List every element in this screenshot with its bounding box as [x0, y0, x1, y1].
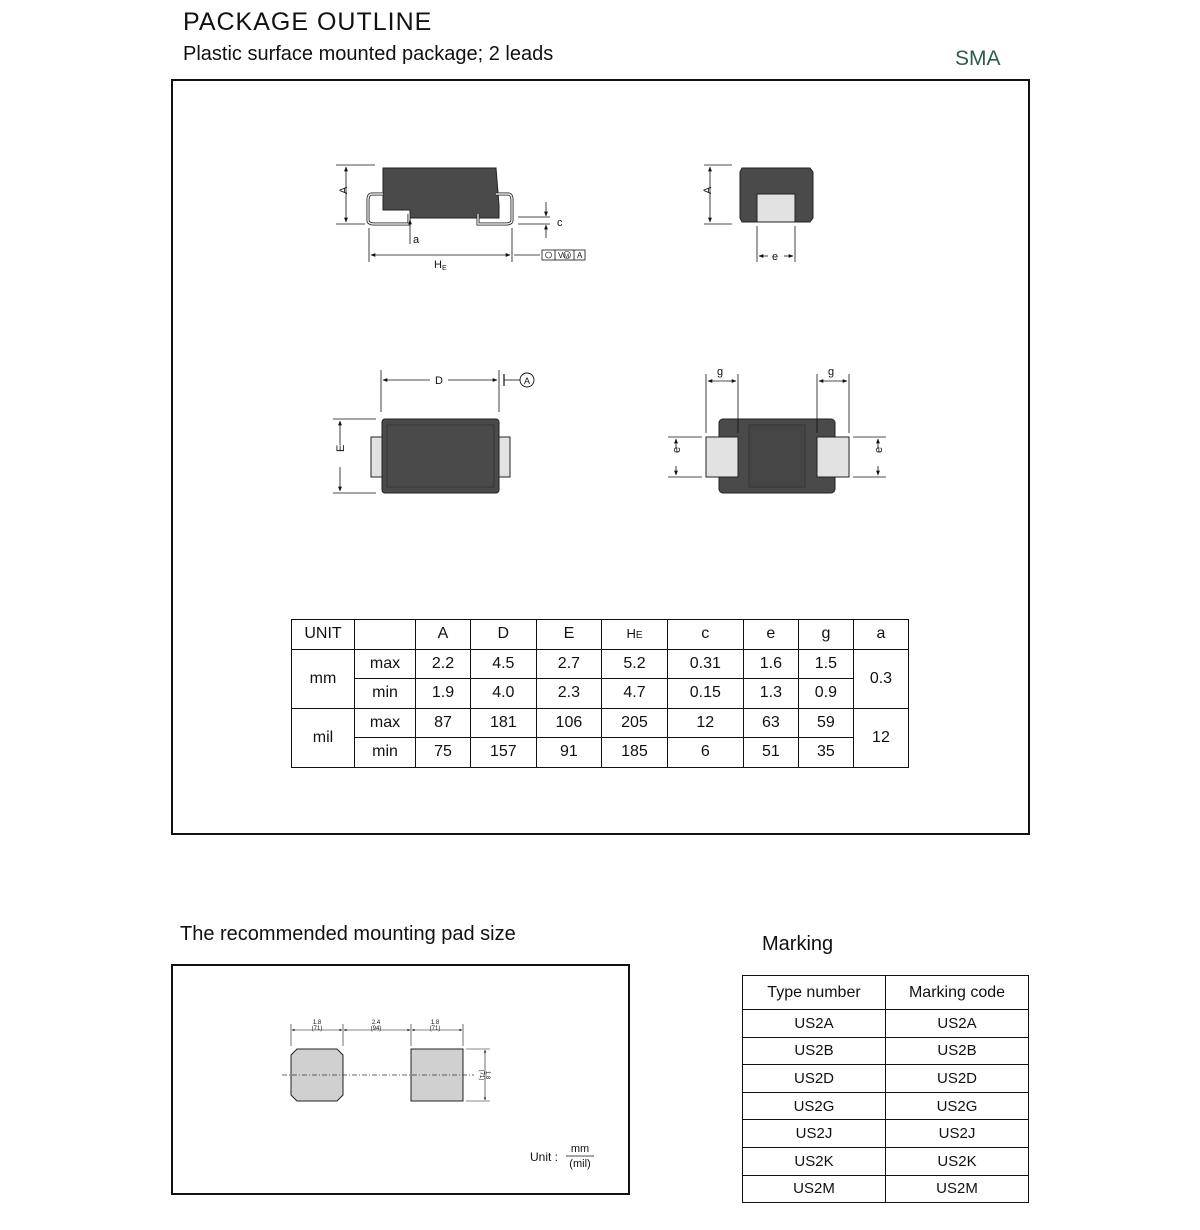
mounting-pad-title: The recommended mounting pad size: [180, 923, 516, 945]
cell: 157: [471, 738, 537, 768]
header-e: E: [536, 620, 602, 650]
table-row: [292, 738, 909, 768]
end-view-drawing: [704, 165, 813, 262]
unit-label: Unit :: [530, 1150, 559, 1164]
type-number: US2A: [743, 1010, 886, 1038]
marking-table: [742, 975, 1029, 1203]
pad-dim-3: 1.8 (71): [429, 1020, 441, 1032]
marking-code: US2M: [886, 1175, 1029, 1203]
cell: 35: [798, 738, 853, 768]
table-row: [743, 1065, 1029, 1093]
cell: 51: [743, 738, 798, 768]
type-number: US2D: [743, 1065, 886, 1093]
cell: 0.9: [798, 679, 853, 709]
cell: 91: [536, 738, 602, 768]
package-name: SMA: [955, 47, 1001, 70]
label-tol-v: V: [558, 251, 564, 260]
table-row: [743, 1092, 1029, 1120]
cell: 2.2: [416, 649, 471, 679]
table-row: [743, 1147, 1029, 1175]
marking-code: US2B: [886, 1037, 1029, 1065]
header-d: D: [471, 620, 537, 650]
cell: 205: [602, 708, 668, 738]
label-e-left: e: [671, 446, 683, 453]
cell: 2.3: [536, 679, 602, 709]
type-number: US2G: [743, 1092, 886, 1120]
header-marking-code: Marking code: [886, 976, 1029, 1010]
cell: 2.7: [536, 649, 602, 679]
row-kind: min: [355, 679, 416, 709]
label-datum: A: [524, 376, 531, 386]
marking-header-row: [743, 976, 1029, 1010]
table-row: [292, 708, 909, 738]
label-a-small: a: [413, 234, 420, 246]
header-unit: UNIT: [292, 620, 355, 650]
cell: 1.5: [798, 649, 853, 679]
unit-numerator: mm: [570, 1143, 590, 1155]
cell: 6: [667, 738, 743, 768]
cell: 63: [743, 708, 798, 738]
cell-a-mil: 12: [853, 708, 908, 767]
row-kind: max: [355, 649, 416, 679]
page-subtitle: Plastic surface mounted package; 2 leads: [183, 43, 554, 65]
dimension-header-row: [292, 620, 909, 650]
marking-title: Marking: [762, 933, 834, 955]
cell: 1.3: [743, 679, 798, 709]
label-a-end: A: [702, 186, 714, 194]
cell: 0.15: [667, 679, 743, 709]
label-tol-m: M: [564, 254, 569, 260]
row-kind: max: [355, 708, 416, 738]
pad-dim-1: 1.8 (71): [311, 1020, 323, 1032]
pad-dim-2: 2.4 (94): [370, 1020, 382, 1032]
header-type-number: Type number: [743, 976, 886, 1010]
marking-code: US2A: [886, 1010, 1029, 1038]
header-a-small: a: [853, 620, 908, 650]
cell: 87: [416, 708, 471, 738]
bottom-view-drawing: [668, 374, 886, 493]
table-row: [743, 1175, 1029, 1203]
table-row: [743, 1010, 1029, 1038]
table-row: [743, 1037, 1029, 1065]
header-e-small: e: [743, 620, 798, 650]
label-a-height: A: [338, 186, 350, 194]
cell: 75: [416, 738, 471, 768]
header-g: g: [798, 620, 853, 650]
unit-mm: mm: [292, 649, 355, 708]
marking-code: US2D: [886, 1065, 1029, 1093]
side-view-drawing: [336, 165, 585, 262]
label-e-end: e: [772, 251, 779, 263]
unit-denominator: (mil): [569, 1158, 591, 1170]
page-title: PACKAGE OUTLINE: [183, 8, 433, 36]
cell: 181: [471, 708, 537, 738]
unit-mil: mil: [292, 708, 355, 767]
type-number: US2B: [743, 1037, 886, 1065]
label-tol-a: A: [577, 251, 583, 260]
type-number: US2M: [743, 1175, 886, 1203]
marking-code: US2G: [886, 1092, 1029, 1120]
type-number: US2K: [743, 1147, 886, 1175]
table-row: [292, 649, 909, 679]
label-g-right: g: [828, 366, 835, 378]
marking-code: US2K: [886, 1147, 1029, 1175]
cell: 185: [602, 738, 668, 768]
table-row: [743, 1120, 1029, 1148]
cell: 4.0: [471, 679, 537, 709]
header-c: c: [667, 620, 743, 650]
header-a: A: [416, 620, 471, 650]
cell: 4.5: [471, 649, 537, 679]
header-blank: [355, 620, 416, 650]
cell: 59: [798, 708, 853, 738]
cell: 106: [536, 708, 602, 738]
marking-code: US2J: [886, 1120, 1029, 1148]
label-e-top: E: [335, 444, 347, 452]
cell: 1.6: [743, 649, 798, 679]
cell: 0.31: [667, 649, 743, 679]
cell: 5.2: [602, 649, 668, 679]
header-he: HE: [602, 620, 668, 650]
row-kind: min: [355, 738, 416, 768]
cell-a-mm: 0.3: [853, 649, 908, 708]
label-e-right: e: [873, 446, 885, 453]
type-number: US2J: [743, 1120, 886, 1148]
mounting-pad-drawing: [0, 900, 700, 1220]
label-c: c: [557, 217, 563, 229]
label-d: D: [435, 375, 443, 387]
dimension-table: [291, 619, 909, 768]
cell: 12: [667, 708, 743, 738]
label-he: HE: [434, 259, 447, 272]
label-g-left: g: [717, 366, 724, 378]
top-view-drawing: [333, 370, 534, 493]
cell: 1.9: [416, 679, 471, 709]
pad-dim-height: 1.8 (71): [478, 1069, 490, 1081]
cell: 4.7: [602, 679, 668, 709]
table-row: [292, 679, 909, 709]
